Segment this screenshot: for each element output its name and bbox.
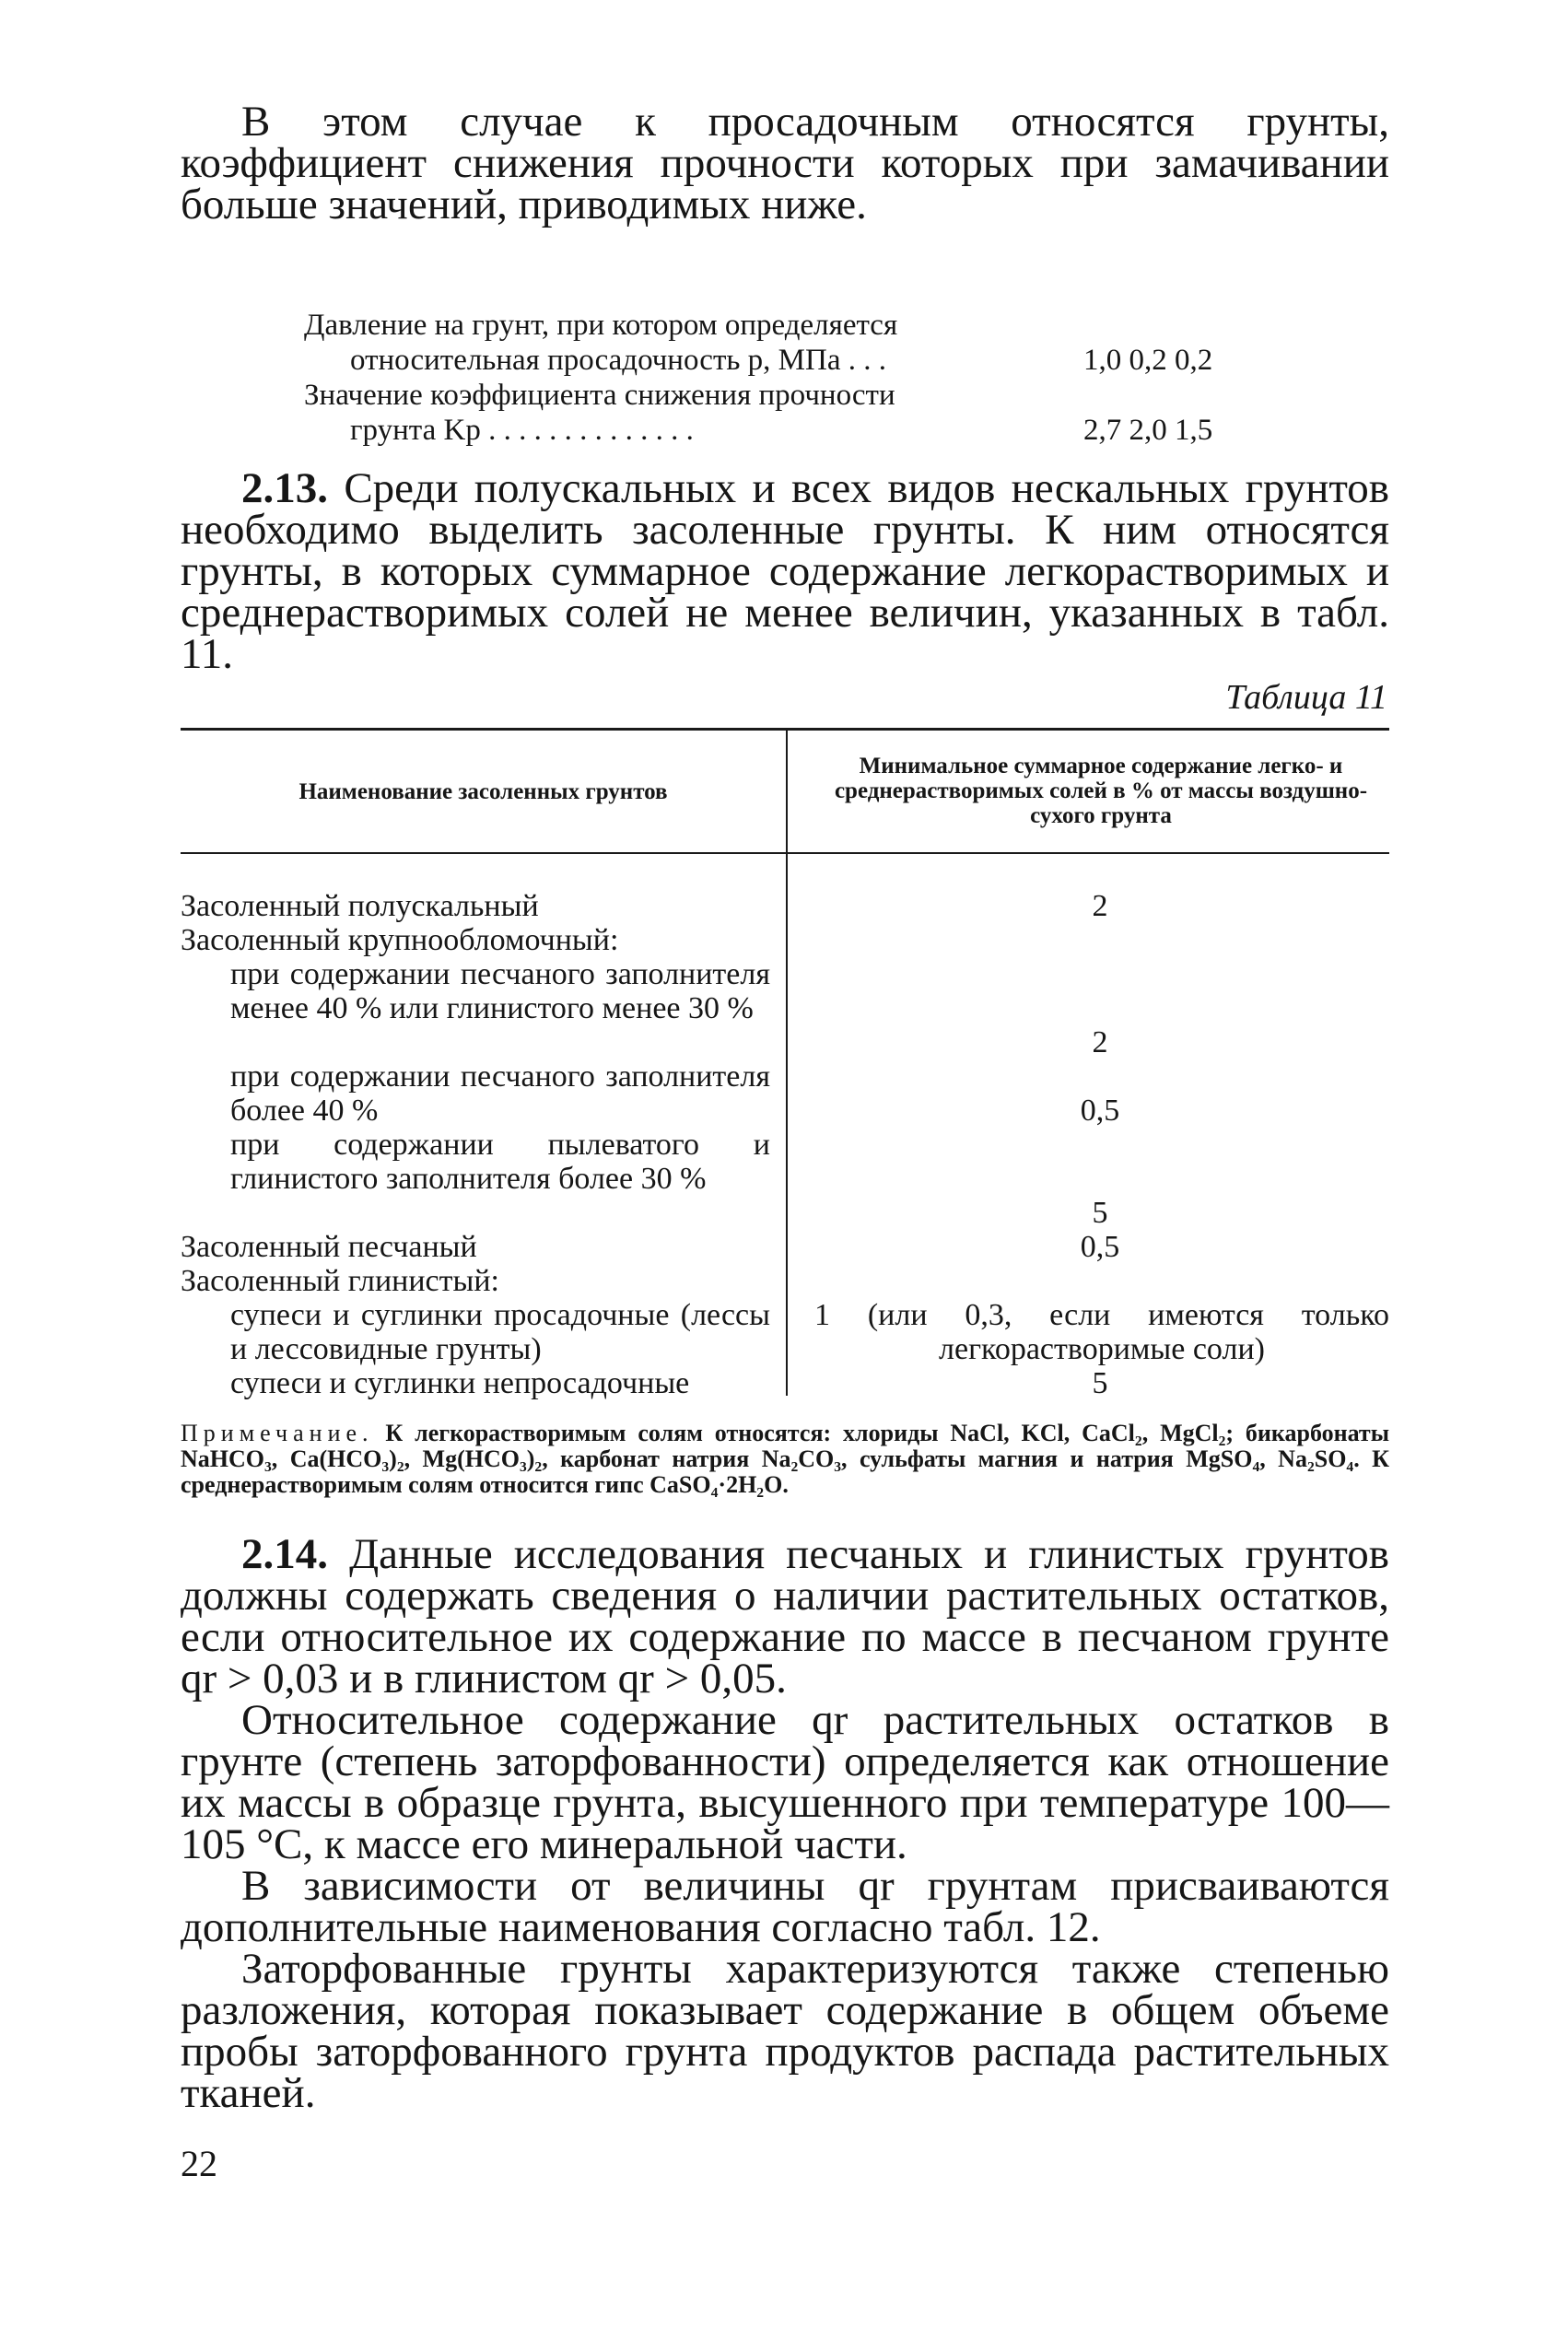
section-2-14-text: Данные исследования песчаных и глинистых грунтов должны содержать сведения о наличии растительных остатков, если относительное их содержание по массе в песчаном грунте qr > 0,03 и в глинистом qr > 0,05. (181, 1530, 1389, 1702)
paragraph-relative-content: Относительное содержание qr растительных остатков в грунте (степень заторфованности) определяется как отношение их массы в образце грунта, высушенного при температуре 100—105 °С, к массе его минеральной части. (181, 1696, 1389, 1868)
mini-row2-line2: грунта Kp . . . . . . . . . . . . . . (350, 414, 694, 447)
table-row-name: супеси и суглинки просадочные (лессы и лессовидные грунты) (230, 1298, 770, 1366)
mini-row2-values: 2,7 2,0 1,5 (1083, 414, 1213, 447)
table-row-name: Засоленный крупнообломочный: (181, 923, 619, 957)
page-number: 22 (181, 2143, 217, 2184)
table-row-value: 5 (1092, 1366, 1108, 1400)
intro-paragraph: В этом случае к просадочным относятся грунты, коэффициент снижения прочности которых при замачивании больше значений, приводимых ниже. (181, 98, 1389, 228)
table-row-value: 2 (1092, 889, 1108, 923)
section-2-14 (181, 1530, 1389, 1702)
table-row-name: Засоленный глинистый: (181, 1264, 499, 1298)
table-header-rule (181, 852, 1389, 854)
table-row-value: 1 (или 0,3, если имеются только легкорастворимые соли) (814, 1298, 1389, 1366)
table-header-name: Наименование засоленных грунтов (298, 779, 668, 804)
paragraph-naming: В зависимости от величины qr грунтам присваиваются дополнительные наименования согласно табл. 12. (181, 1862, 1389, 1951)
table-row-name: при содержании песчаного заполнителя более 40 % (230, 1059, 770, 1128)
table-row-name: при содержании пылеватого и глинистого заполнителя более 30 % (230, 1128, 770, 1196)
table-row-value: 0,5 (1080, 1094, 1120, 1128)
table-row-value: 2 (1092, 1025, 1108, 1059)
mini-table-row2 (350, 413, 1271, 448)
table-column-divider (786, 731, 788, 1396)
table-top-rule (181, 728, 1389, 731)
table-row-value: 5 (1092, 1196, 1108, 1230)
section-2-13 (181, 464, 1389, 678)
mini-row2-line1: Значение коэффициента снижения прочности (304, 379, 895, 412)
mini-table-row1 (350, 343, 1271, 378)
mini-table-row1-label (304, 308, 897, 343)
paragraph-decomposition: Заторфованные грунты характеризуются также степенью разложения, которая показывает содержание в общем объеме пробы заторфованного грунта продуктов распада растительных тканей. (181, 1945, 1389, 2117)
section-2-13-text: Среди полускальных и всех видов нескальных грунтов необходимо выделить засоленные грунты. К ним относятся грунты, в которых суммарное содержание легкорастворимых и среднерастворимых солей не менее величин, указанных в табл. 11. (181, 464, 1389, 678)
table-row-name: Засоленный песчаный (181, 1230, 477, 1264)
note-label: Примечание. (181, 1420, 374, 1446)
mini-row1-values: 1,0 0,2 0,2 (1083, 344, 1213, 377)
table-header-salt: Минимальное суммарное содержание легко- и среднерастворимых солей в % от массы воздушно-сухого грунта (834, 754, 1368, 828)
table-caption: Таблица 11 (1225, 678, 1387, 717)
note-text: К легкорастворимым солям относятся: хлориды NaCl, KCl, CaCl₂, MgCl₂; бикарбонаты NaHCO₃, Ca(HCO₃)₂, Mg(HCO₃)₂, карбонат натрия Na₂CO₃, сульфаты магния и натрия MgSO₄, Na₂SO₄. К среднерастворимым солям относится гипс CaSO₄·2H₂O. (181, 1420, 1389, 1498)
section-2-14-number: 2.14. (241, 1530, 328, 1578)
table-row-name: супеси и суглинки непросадочные (230, 1366, 690, 1400)
table-note (181, 1421, 1389, 1498)
table-row-value: 0,5 (1080, 1230, 1120, 1264)
section-2-13-number: 2.13. (241, 464, 328, 512)
table-row-name: Засоленный полускальный (181, 889, 539, 923)
mini-table-row2-label (304, 378, 895, 413)
mini-row1-line1: Давление на грунт, при котором определяется (304, 309, 898, 342)
mini-row1-line2: относительная просадочность p, МПа . . . (350, 344, 886, 377)
table-row-name: при содержании песчаного заполнителя менее 40 % или глинистого менее 30 % (230, 957, 770, 1025)
